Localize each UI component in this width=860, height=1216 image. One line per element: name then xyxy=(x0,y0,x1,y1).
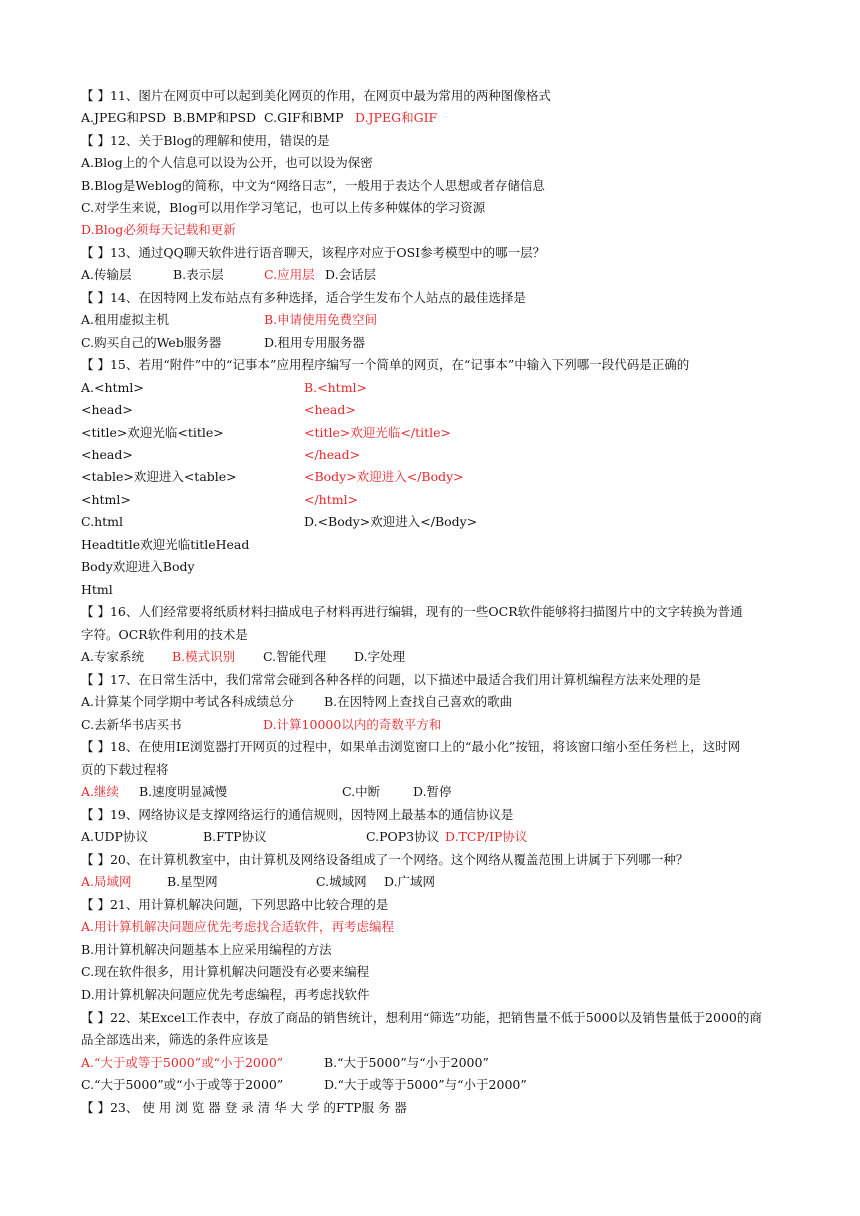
code-row-3 xyxy=(81,423,790,443)
question-19-stem: 【 】19、网络协议是支撑网络运行的通信规则，因特网上最基本的通信协议是 xyxy=(81,807,514,822)
option-d: D.广域网 xyxy=(384,874,436,889)
question-21-stem: 【 】21、用计算机解决问题，下列思路中比较合理的是 xyxy=(81,897,389,912)
option-a-code-line: <head> xyxy=(81,402,133,417)
option-c: C.城域网 xyxy=(316,874,367,889)
option-a-answer: A.用计算机解决问题应优先考虑找合适软件，再考虑编程 xyxy=(81,919,395,934)
option-a: A.JPEG和PSD xyxy=(81,110,167,125)
option-a-code-line: <table>欢迎进入<table> xyxy=(81,469,237,484)
option-c-answer: C.应用层 xyxy=(264,267,315,282)
option-a: A.计算某个同学期中考试各科成绩总分 xyxy=(81,694,295,709)
option-b-answer: B.申请使用免费空间 xyxy=(264,312,378,327)
option-a: A.Blog上的个人信息可以设为公开，也可以设为保密 xyxy=(81,155,373,170)
question-22-stem: 【 】22、某Excel工作表中，存放了商品的销售统计，想利用“筛选”功能，把销售量不低于5000以及销售量低于2000的商 xyxy=(81,1010,762,1025)
option-a: A.租用虚拟主机 xyxy=(81,312,170,327)
option-a-code-line: <title>欢迎光临<title> xyxy=(81,425,224,440)
option-c: C.POP3协议 xyxy=(366,829,440,844)
question-18-stem: 【 】18、在使用IE浏览器打开网页的过程中，如果单击浏览窗口上的“最小化”按钮，将该窗口缩小至任务栏上，这时网 xyxy=(81,739,741,754)
option-b: B.BMP和PSD xyxy=(173,110,257,125)
question-14-options-ab xyxy=(81,310,790,330)
option-d: D.会话层 xyxy=(325,267,377,282)
option-b: B.用计算机解决问题基本上应采用编程的方法 xyxy=(81,942,332,957)
question-17-stem: 【 】17、在日常生活中，我们常常会碰到各种各样的问题，以下描述中最适合我们用计算机编程方法来处理的是 xyxy=(81,672,701,687)
option-a-code-line: A.<html> xyxy=(81,380,144,395)
option-b: B.表示层 xyxy=(173,267,224,282)
option-b-answer-code-line: <Body>欢迎进入</Body> xyxy=(304,469,464,484)
question-22-stem-cont: 品全部选出来，筛选的条件应该是 xyxy=(81,1032,269,1047)
question-17-options-cd xyxy=(81,715,790,735)
question-19-options xyxy=(81,827,790,847)
question-16-stem-cont: 字符。OCR软件利用的技术是 xyxy=(81,627,248,642)
option-c: C.现在软件很多，用计算机解决问题没有必要来编程 xyxy=(81,964,370,979)
option-c: C.去新华书店买书 xyxy=(81,717,182,732)
question-17-options-ab xyxy=(81,692,790,712)
option-d: D.字处理 xyxy=(354,649,406,664)
option-b: B.星型网 xyxy=(167,874,218,889)
code-row-7 xyxy=(81,512,790,532)
code-row-5 xyxy=(81,467,790,487)
question-12-stem: 【 】12、关于Blog的理解和使用，错误的是 xyxy=(81,133,330,148)
question-18-stem-cont: 页的下载过程将 xyxy=(81,762,169,777)
question-18-options xyxy=(81,782,790,802)
question-23-stem: 【 】23、 使 用 浏 览 器 登 录 清 华 大 学 的FTP服 务 器 xyxy=(81,1100,407,1115)
question-20-options xyxy=(81,872,790,892)
option-c: C.智能代理 xyxy=(263,649,327,664)
option-d-answer: D.TCP/IP协议 xyxy=(445,829,528,844)
option-a-answer: A.继续 xyxy=(81,784,120,799)
option-a: A.专家系统 xyxy=(81,649,145,664)
question-13-options xyxy=(81,265,790,285)
question-13-stem: 【 】13、通过QQ聊天软件进行语音聊天，该程序对应于OSI参考模型中的哪一层？ xyxy=(81,245,546,260)
option-b: B.在因特网上查找自己喜欢的歌曲 xyxy=(324,694,513,709)
option-d: D.暂停 xyxy=(413,784,452,799)
option-c-code-line: Body欢迎进入Body xyxy=(81,559,195,574)
option-d: D.用计算机解决问题应优先考虑编程，再考虑找软件 xyxy=(81,987,370,1002)
option-a: A.UDP协议 xyxy=(81,829,148,844)
question-20-stem: 【 】20、在计算机教室中，由计算机及网络设备组成了一个网络。这个网络从覆盖范围上讲属于下列哪一种？ xyxy=(81,852,689,867)
option-d: D.“大于或等于5000”与“小于2000” xyxy=(324,1077,527,1092)
option-a: A.传输层 xyxy=(81,267,132,282)
code-row-1 xyxy=(81,378,790,398)
option-d: D.租用专用服务器 xyxy=(264,335,366,350)
question-22-options-ab xyxy=(81,1053,790,1073)
option-c: C.“大于5000”或“小于或等于2000” xyxy=(81,1077,284,1092)
code-row-2 xyxy=(81,400,790,420)
option-b: B.FTP协议 xyxy=(203,829,267,844)
option-d: D.<Body>欢迎进入</Body> xyxy=(304,514,478,529)
option-d-answer: D.Blog必须每天记载和更新 xyxy=(81,222,236,237)
option-b-answer-code-line: </head> xyxy=(304,447,361,462)
question-22-options-cd xyxy=(81,1075,790,1095)
question-14-stem: 【 】14、在因特网上发布站点有多种选择，适合学生发布个人站点的最佳选择是 xyxy=(81,290,526,305)
question-14-options-cd xyxy=(81,333,790,353)
question-11-options xyxy=(81,108,790,128)
option-b: B.速度明显减慢 xyxy=(139,784,228,799)
question-15-stem: 【 】15、若用“附件”中的“记事本”应用程序编写一个简单的网页，在“记事本”中输入下列哪一段代码是正确的 xyxy=(81,357,690,372)
option-b-answer: B.模式识别 xyxy=(172,649,236,664)
option-b-answer-code-line: <title>欢迎光临</title> xyxy=(304,425,451,440)
code-row-4 xyxy=(81,445,790,465)
option-c: C.中断 xyxy=(342,784,381,799)
option-b-answer-code-line: </html> xyxy=(304,492,359,507)
option-b-answer-code-line: B.<html> xyxy=(304,380,368,395)
option-b-answer-code-line: <head> xyxy=(304,402,356,417)
option-c: C.对学生来说，Blog可以用作学习笔记，也可以上传多种媒体的学习资源 xyxy=(81,200,486,215)
option-c: C.购买自己的Web服务器 xyxy=(81,335,222,350)
option-c: C.GIF和BMP xyxy=(264,110,344,125)
option-a-code-line: <html> xyxy=(81,492,131,507)
question-16-options xyxy=(81,647,790,667)
option-b: B.Blog是Weblog的简称，中文为“网络日志”，一般用于表达个人思想或者存储信息 xyxy=(81,178,545,193)
question-11-stem: 【 】11、图片在网页中可以起到美化网页的作用，在网页中最为常用的两种图像格式 xyxy=(81,88,551,103)
option-c-code-line: Headtitle欢迎光临titleHead xyxy=(81,537,250,552)
option-d-answer: D.JPEG和GIF xyxy=(355,110,438,125)
option-a-answer: A.局域网 xyxy=(81,874,132,889)
option-b: B.“大于5000”与“小于2000” xyxy=(324,1055,489,1070)
option-a-code-line: <head> xyxy=(81,447,133,462)
option-c-code-line: C.html xyxy=(81,514,124,529)
option-d-answer: D.计算10000以内的奇数平方和 xyxy=(263,717,442,732)
option-a-answer: A.“大于或等于5000”或“小于2000” xyxy=(81,1055,284,1070)
question-16-stem: 【 】16、人们经常要将纸质材料扫描成电子材料再进行编辑，现有的一些OCR软件能够将扫描图片中的文字转换为普通 xyxy=(81,604,743,619)
code-row-6 xyxy=(81,490,790,510)
option-c-code-line: Html xyxy=(81,582,113,597)
